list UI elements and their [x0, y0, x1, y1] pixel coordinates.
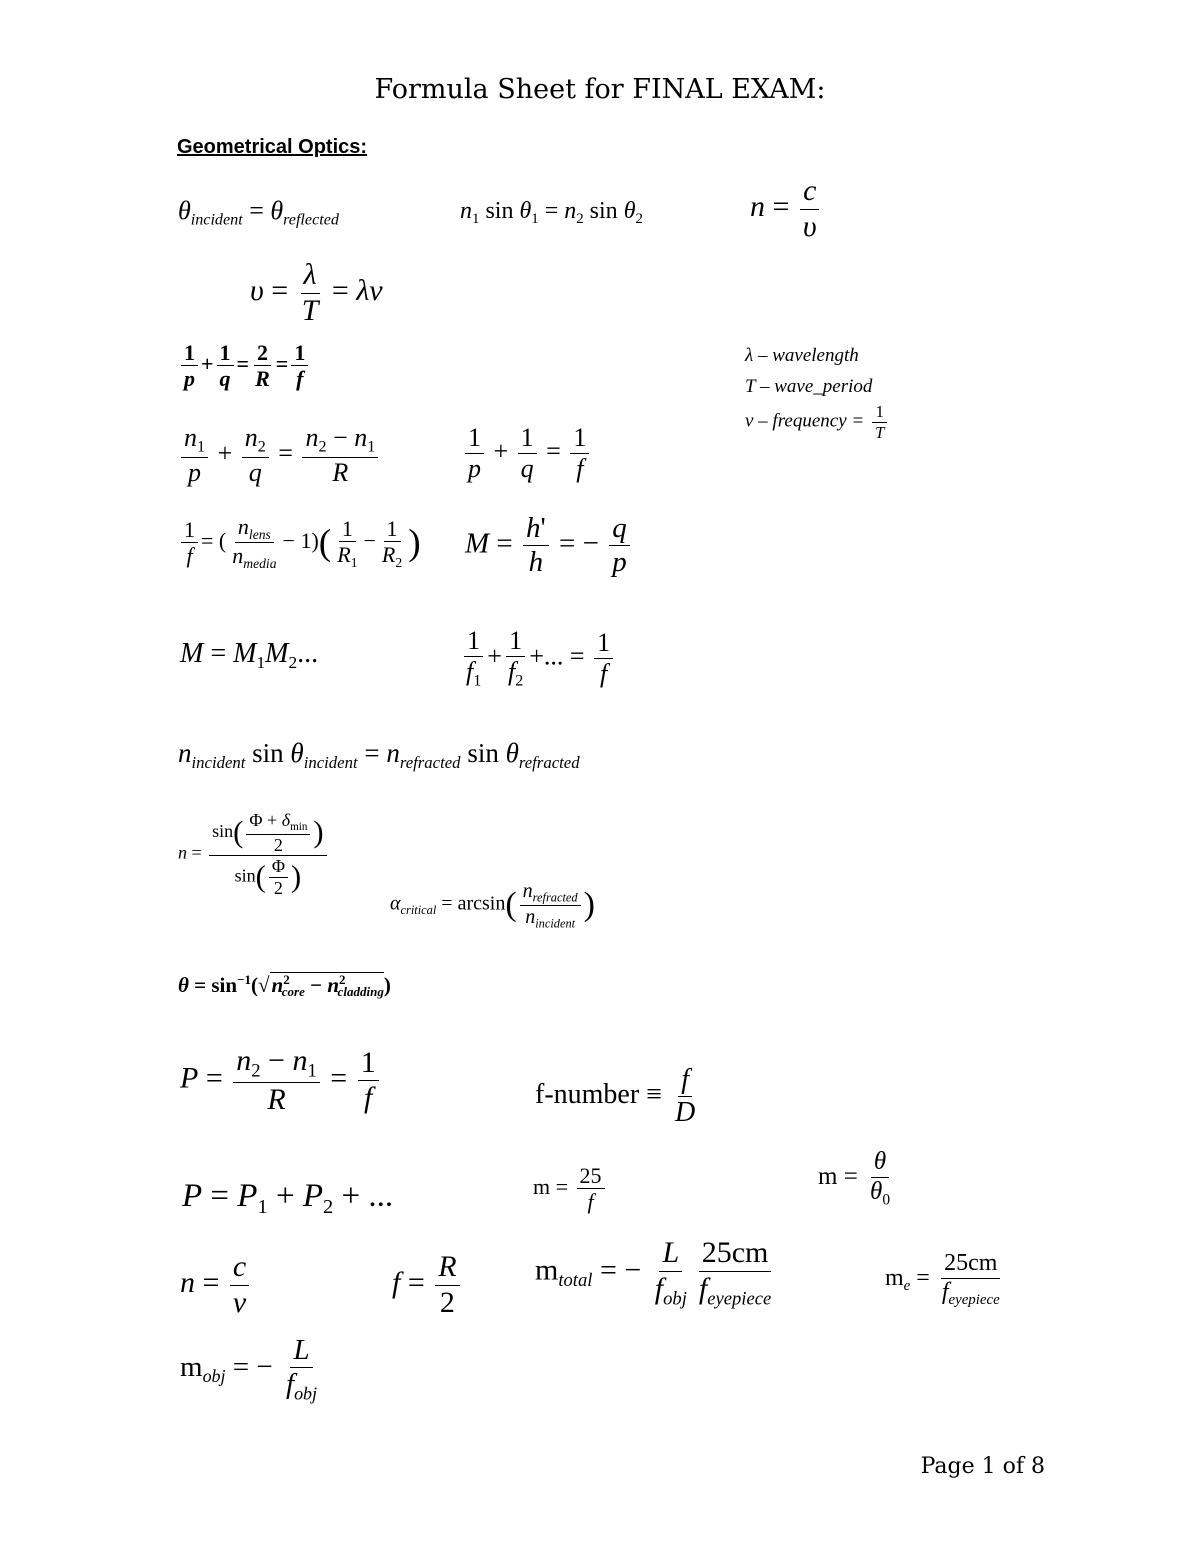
fiber-acceptance-angle: $\theta = \sin^{-1}(√n^2_{core} - n^2_{cladding})$	[178, 972, 391, 1000]
critical-angle: $\alpha_{critical} = \arcsin$( $\frac{n_{refracted}}{n_{incident}}$ )	[390, 880, 595, 930]
combined-focal-length: $\frac{1}{f_1}$ + $\frac{1}{f_2}$ +... = $\frac{1}{f}$	[460, 626, 616, 691]
lensmaker-equation: $\frac{1}{f}$ = ( $\frac{n_{lens}}{n_{media}}$ − 1)( $\frac{1}{R_1}$ − $\frac{1}{R_2}$ )	[178, 514, 421, 572]
page-number: Page 1 of 8	[920, 1454, 1045, 1479]
legend-wavelength: λ – wavelength	[745, 345, 859, 366]
index-c-over-v: n = $\frac{c}{v}$	[180, 1250, 252, 1320]
power-sum: $P = P_1 + P_2$ + ...	[182, 1178, 394, 1219]
legend-period: T – wave_period	[745, 376, 873, 397]
prism-index: n = sin( $\frac{\Phi + \delta_{min}}{2}$ ) sin( $\frac{\Phi}{2}$ )	[178, 810, 330, 899]
total-magnification: $M = M_1M_2$...	[180, 638, 319, 673]
thin-lens-equation: $\frac{1}{p}$ + $\frac{1}{q}$ = $\frac{1}{f}$	[462, 423, 592, 484]
magnification: M = $\frac{h'}{h}$ = − $\frac{q}{p}$	[465, 512, 633, 580]
f-number: f-number ≡ $\frac{f}{D}$	[535, 1064, 696, 1129]
variable-legend	[745, 340, 890, 442]
snells-law-general: $n_{incident}$ $\sin \theta_{incident} = n_{refracted}$ $\sin \theta_{refracted}$	[178, 738, 580, 772]
mirror-equation: $\frac{1}{p}$ + $\frac{1}{q}$ = $\frac{2}{R}$ = $\frac{1}{f}$	[178, 340, 311, 392]
simple-magnifier: m = $\frac{25}{f}$	[533, 1163, 608, 1215]
mirror-focal-length: f = $\frac{R}{2}$	[392, 1250, 463, 1320]
legend-frequency: v – frequency = $\frac{1}{T}$	[745, 402, 890, 442]
snells-law: $n_1$ $\sin \theta_1 = n_2$ $\sin \theta_2$	[460, 198, 643, 228]
objective-magnification: $m_{obj}$ = − $\frac{L}{f_{obj}}$	[180, 1334, 318, 1404]
angular-magnification: m = $\frac{\theta}{\theta_0}$	[818, 1148, 891, 1209]
optical-power: P = $\frac{n_2 - n_1}{R}$ = $\frac{1}{f}$	[180, 1044, 382, 1117]
section-heading: Geometrical Optics:	[177, 136, 368, 158]
total-magnification-microscope: $m_{total}$ = − $\frac{L}{f_{obj}}$ $\frac{25cm}{f_{eyepiece}}$	[535, 1236, 772, 1309]
index-of-refraction: n = $\frac{c}{\upsilon}$	[750, 174, 823, 244]
law-of-reflection: $\theta_{incident} = \theta_{reflected}$	[178, 196, 339, 229]
spherical-refraction: $\frac{n_1}{p}$ + $\frac{n_2}{q}$ = $\frac{n_2 - n_1}{R}$	[178, 423, 381, 488]
eyepiece-magnification: $m_e$ = $\frac{25cm}{f_{eyepiece}}$	[885, 1250, 1000, 1308]
wave-speed: υ = $\frac{\lambda}{T}$ = λν	[250, 258, 383, 327]
page-title: Formula Sheet for FINAL EXAM:	[374, 74, 826, 105]
